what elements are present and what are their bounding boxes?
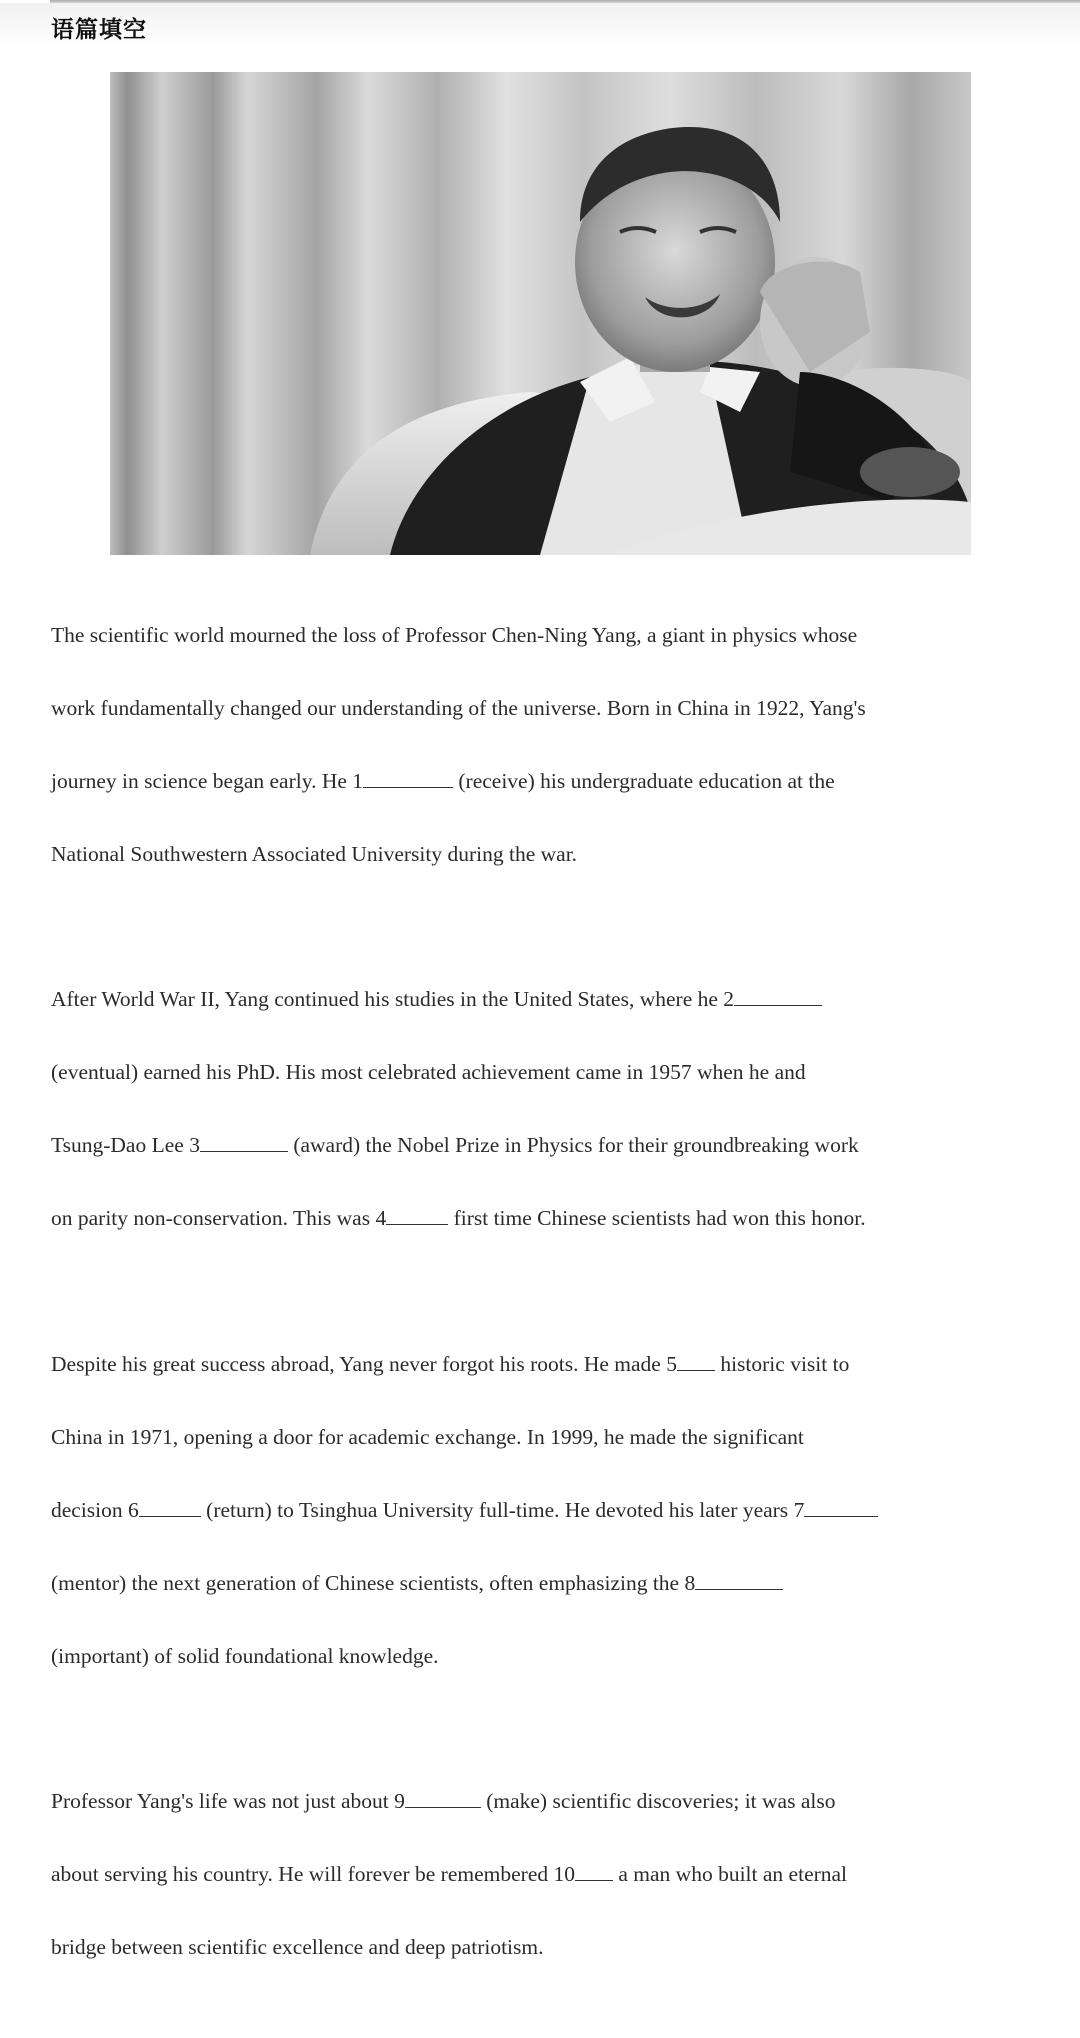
answer-blank-8[interactable] <box>695 1568 783 1589</box>
passage-line: work fundamentally changed our understanding of the universe. Born in China in 1922, Yang's <box>51 695 866 720</box>
answer-blank-9[interactable] <box>405 1787 481 1808</box>
paragraph-1 <box>51 580 1041 909</box>
passage-line: about serving his country. He will forever be remembered 10 a man who built an eternal <box>51 1856 1041 1893</box>
portrait-photo <box>110 72 971 555</box>
passage-line: National Southwestern Associated University during the war. <box>51 841 578 866</box>
paragraph-3 <box>51 1309 1041 1711</box>
passage-line: China in 1971, opening a door for academic exchange. In 1999, he made the significant <box>51 1424 804 1449</box>
blank-number-4: 4 <box>375 1206 387 1230</box>
answer-blank-6[interactable] <box>139 1495 201 1516</box>
passage-line: After World War II, Yang continued his studies in the United States, where he 2 <box>51 981 1041 1018</box>
passage <box>51 580 1041 2038</box>
blank-number-2: 2 <box>723 987 735 1011</box>
blank-number-6: 6 <box>128 1497 139 1522</box>
answer-blank-1[interactable] <box>363 766 453 787</box>
paragraph-4 <box>51 1747 1041 2003</box>
blank-number-1: 1 <box>352 768 364 793</box>
answer-blank-2[interactable] <box>734 985 822 1006</box>
blank-number-3: 3 <box>189 1133 200 1157</box>
answer-blank-4[interactable] <box>386 1204 448 1225</box>
blank-number-8: 8 <box>684 1570 696 1595</box>
passage-line: Tsung-Dao Lee 3 (award) the Nobel Prize in Physics for their groundbreaking work <box>51 1127 1041 1164</box>
header-background <box>0 3 1080 48</box>
passage-line: The scientific world mourned the loss of Professor Chen-Ning Yang, a giant in physics whose <box>51 622 858 647</box>
passage-line: (eventual) earned his PhD. His most celebrated achievement came in 1957 when he and <box>51 1060 806 1084</box>
passage-line: (mentor) the next generation of Chinese scientists, often emphasizing the 8 <box>51 1565 1041 1602</box>
passage-line: journey in science began early. He 1 (receive) his undergraduate education at the <box>51 763 1041 800</box>
portrait-photo-illustration <box>110 72 971 555</box>
blank-number-10: 10 <box>553 1862 575 1886</box>
passage-line: Professor Yang's life was not just about 9 (make) scientific discoveries; it was also <box>51 1783 1041 1820</box>
passage-line: bridge between scientific excellence and deep patriotism. <box>51 1935 544 1959</box>
passage-line: on parity non-conservation. This was 4 first time Chinese scientists had won this honor. <box>51 1200 1041 1237</box>
passage-line: (important) of solid foundational knowledge. <box>51 1643 439 1668</box>
passage-line: decision 6 (return) to Tsinghua University full-time. He devoted his later years 7 <box>51 1492 1041 1529</box>
blank-number-9: 9 <box>394 1789 405 1813</box>
blank-number-7: 7 <box>793 1497 805 1522</box>
answer-blank-5[interactable] <box>677 1349 715 1370</box>
answer-blank-7[interactable] <box>804 1495 878 1516</box>
passage-line: Despite his great success abroad, Yang never forgot his roots. He made 5 historic visit to <box>51 1346 1041 1383</box>
blank-number-5: 5 <box>666 1351 677 1376</box>
section-title: 语篇填空 <box>51 17 147 43</box>
answer-blank-3[interactable] <box>200 1131 288 1152</box>
paragraph-2 <box>51 945 1041 1274</box>
answer-blank-10[interactable] <box>575 1860 613 1881</box>
